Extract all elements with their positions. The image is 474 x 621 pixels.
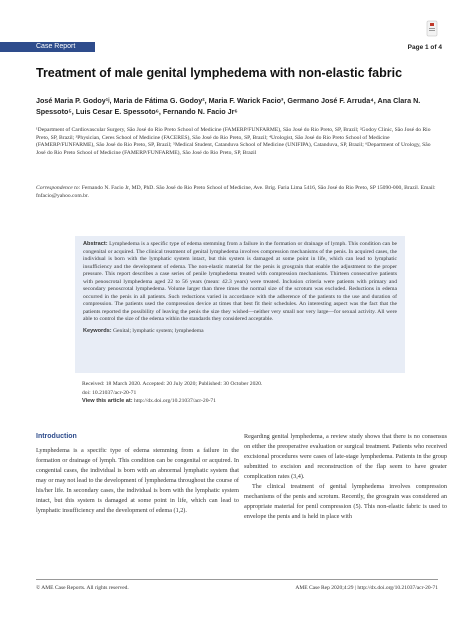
paragraph: The clinical treatment of genital lymphedema involves compression mechanisms of the penis and scrotum. Recently, the grosgrain was considered an appropriate material for penil compression (5). This non-elastic fabric is used to envelope the penis and is held in place with bbox=[244, 483, 447, 520]
article-title: Treatment of male genital lymphedema with non-elastic fabric bbox=[36, 66, 403, 80]
view-article-link[interactable]: http://dx.doi.org/10.21037/acr-20-71 bbox=[132, 398, 216, 405]
abstract-box bbox=[75, 236, 405, 373]
affiliations: ¹Department of Cardiovascular Surgery, São José do Rio Preto School of Medicine (FAMERP/FUNFARME), São José do Rio Preto, SP, Brazil; ²Godoy Clinic, São José do Rio Preto, SP, Brazil; ³Physician, Ceres School of Medicine (FACERES), São José do Rio Preto, SP, Brazil; ⁴Urologist, São José do Rio Preto School of Medicine (FAMERP/FUNFARME), São José do Rio Preto, SP, Brazil; ⁵Medical Student, Catanduva School of Medicine (UNIFIPA), Catanduva, SP, Brazil; ⁶Department of Urology, São José do Rio Preto School of Medicine (FAMERP/FUNFARME), São José do Rio Preto, SP, Brazil bbox=[36, 127, 431, 156]
page-top-margin bbox=[0, 0, 474, 42]
correspondence-text: Fernando N. Facio Jr, MD, PhD. São José do Rio Preto School of Medicine, Ave. Brig. Faria Lima 5416, São José do Rio Preto, SP 15090-000, Brazil. Email: fnfacio@yahoo.com.br. bbox=[36, 185, 436, 199]
footer-citation: AME Case Rep 2020;4:29 | http://dx.doi.org/10.21037/acr-20-71 bbox=[295, 585, 438, 591]
keywords bbox=[83, 328, 397, 336]
abstract bbox=[83, 241, 397, 324]
view-article bbox=[82, 397, 412, 406]
paragraph: Lymphedema is a specific type of edema stemming from a failure in the formation or drainage of lymph. This condition can be congenital or acquired. In congenital cases, the individual is born with an abnormal lymphatic system that may or may not lead to the development of lymphedema throughout the course of his/her life. In secondary cases, the individual is born with the lymphatic system intact, but this system is damaged at some point in life, which can lead to lymphatic insufficiency and the development of edema (1,2). bbox=[36, 447, 239, 514]
keywords-label: Keywords: bbox=[83, 328, 112, 335]
footer-copyright: © AME Case Reports. All rights reserved. bbox=[36, 585, 129, 591]
keywords-text: Genital; lymphatic system; lymphedema bbox=[111, 328, 204, 335]
paragraph: Regarding genital lymphedema, a review study shows that there is no consensus on either the preoperative evaluation or surgical treatment. Patients who received excisional procedures were cases of late-stage lymphedema. Patients in the group submitted to excision and reconstruction of the flap seem to have greater complication rates (3,4). bbox=[244, 433, 447, 480]
page-number: Page 1 of 4 bbox=[407, 44, 442, 51]
section-heading-introduction: Introduction bbox=[36, 433, 77, 440]
author-list: José Maria P. Godoy¹ʲ, Maria de Fátima G. Godoy², Maria F. Warick Facio³, Germano José F. Arruda⁴, Ana Clara N. Spessoto⁵, Luis Cesar E. Spessoto⁶, Fernando N. Facio Jr⁶ bbox=[36, 96, 421, 116]
abstract-text: Lymphedema is a specific type of edema stemming from a failure in the formation or drainage of lymph. This condition can be congenital or acquired. The clinical treatment of genital lymphedema involves compression mechanisms of the penis. In acquired cases, the individual is born with the lymphatic system intact, but this system is damaged at some point in life, which can lead to lymphatic insufficiency and the development of edema. The non-elastic material for the penis is grosgrain that enable the adjustment to the proper pressure. This report describes a case series of penile lymphedema treated with compression mechanisms. Thirteen consecutive patients with penoscrotal lymphedema aged 22 to 56 years (mean: 42.3 years) were treated. Inclusion criteria were patients with primary and secondary penoscrotal lymphedema. Volume larger than three times the normal size of the scrotum was excluded. Reductions in edema occurred in the penis in all patients. Such reductions varied in accordance with the adherence of the patients to the use and duration of compression. The patients used the compression device at times that best fit their schedules. An interesting aspect was the fact that the patients reported the possibility of leaving the penis the size they wished—neither very small nor very large—for sexual activity. All were able to control the size of the edema within the standards they considered acceptable. bbox=[83, 241, 397, 323]
right-column bbox=[244, 432, 447, 522]
publication-history: Received: 18 March 2020. Accepted: 20 July 2020; Published: 30 October 2020. bbox=[82, 381, 263, 387]
footer-divider bbox=[36, 579, 438, 580]
correspondence-label: Correspondence to: bbox=[36, 185, 81, 191]
abstract-label: Abstract: bbox=[83, 241, 108, 247]
view-article-label: View this article at: bbox=[82, 398, 133, 405]
correspondence bbox=[36, 185, 438, 200]
journal-logo-icon bbox=[426, 20, 438, 37]
article-type-tag: Case Report bbox=[0, 42, 95, 52]
article-dates bbox=[82, 380, 412, 406]
doi: doi: 10.21037/acr-20-71 bbox=[82, 389, 137, 396]
left-column bbox=[36, 446, 239, 516]
